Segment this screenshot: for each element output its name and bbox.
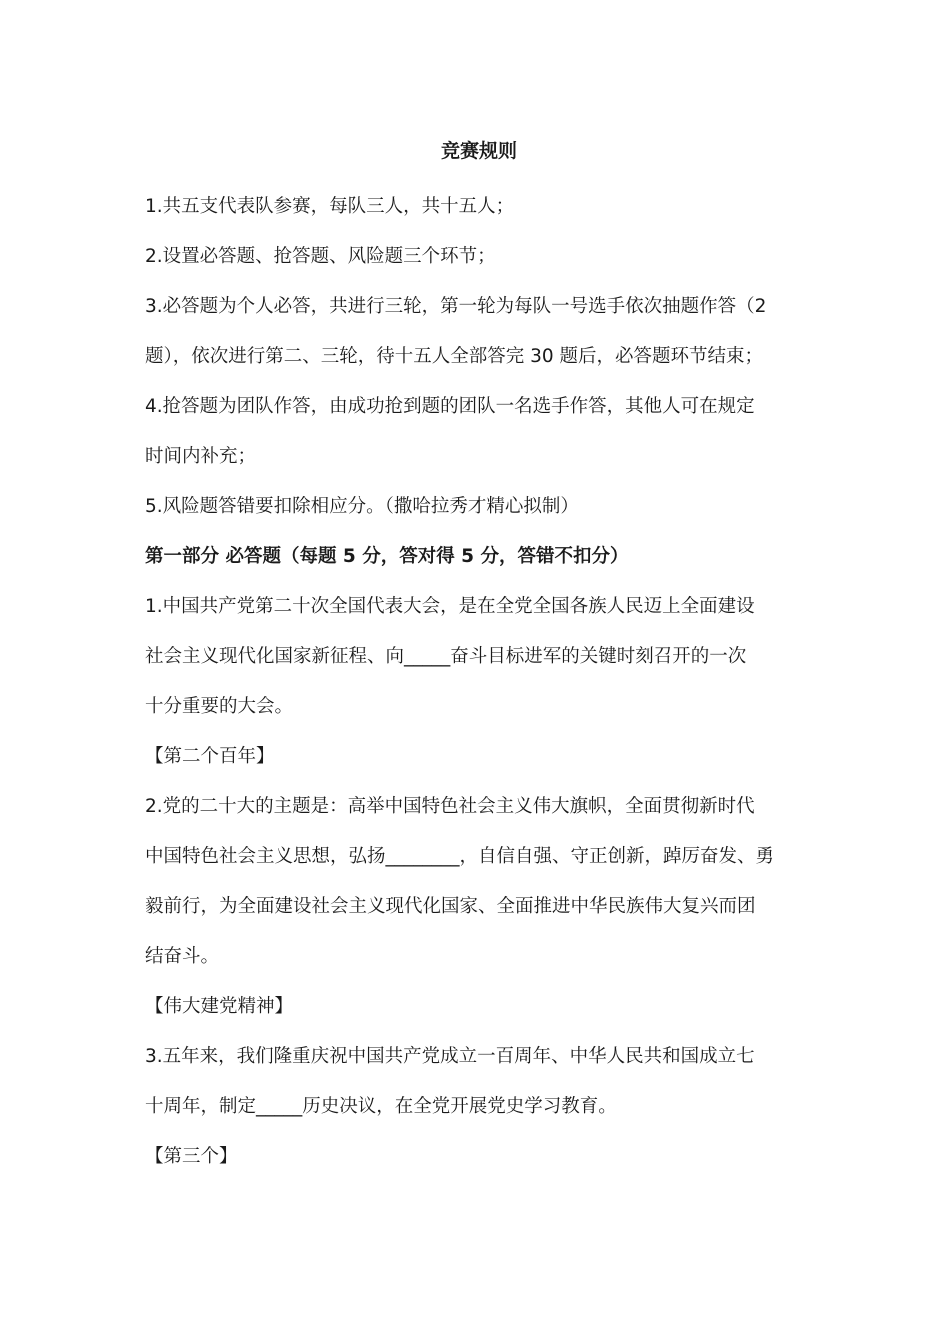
text-line: 1.中国共产党第二十次全国代表大会，是在全党全国各族人民迈上全面建设 xyxy=(145,596,755,617)
text-line: 题），依次进行第二、三轮，待十五人全部答完 30 题后，必答题环节结束； xyxy=(145,346,764,367)
text-line: 3.五年来，我们隆重庆祝中国共产党成立一百周年、中华人民共和国成立七 xyxy=(145,1046,755,1067)
section-heading-line: 第一部分 必答题（每题 5 分，答对得 5 分，答错不扣分） xyxy=(145,546,629,567)
text-line: 【第二个百年】 xyxy=(145,746,275,767)
text-line: 2.设置必答题、抢答题、风险题三个环节； xyxy=(145,246,496,267)
text-line: 十周年，制定_____历史决议，在全党开展党史学习教育。 xyxy=(145,1096,617,1117)
document-body xyxy=(145,132,813,1182)
text-line: 2.党的二十大的主题是：高举中国特色社会主义伟大旗帜，全面贯彻新时代 xyxy=(145,796,755,817)
document-title: 竞赛规则 xyxy=(440,140,517,162)
text-line: 时间内补充； xyxy=(145,446,257,467)
document-lines xyxy=(145,182,813,1182)
text-line: 中国特色社会主义思想，弘扬________，自信自强、守正创新，踔厉奋发、勇 xyxy=(145,846,775,867)
text-line: 3.必答题为个人必答，共进行三轮，第一轮为每队一号选手依次抽题作答（2 xyxy=(145,296,767,317)
text-line: 【第三个】 xyxy=(145,1146,238,1167)
text-line: 结奋斗。 xyxy=(145,946,220,967)
text-line: 5.风险题答错要扣除相应分。（撒哈拉秀才精心拟制） xyxy=(145,496,579,517)
text-line: 1.共五支代表队参赛，每队三人，共十五人； xyxy=(145,196,515,217)
text-line: 十分重要的大会。 xyxy=(145,696,294,717)
text-line: 毅前行，为全面建设社会主义现代化国家、全面推进中华民族伟大复兴而团 xyxy=(145,896,756,917)
text-line: 社会主义现代化国家新征程、向_____奋斗目标进军的关键时刻召开的一次 xyxy=(145,646,747,667)
text-line: 【伟大建党精神】 xyxy=(145,996,294,1017)
text-line: 4.抢答题为团队作答，由成功抢到题的团队一名选手作答，其他人可在规定 xyxy=(145,396,755,417)
